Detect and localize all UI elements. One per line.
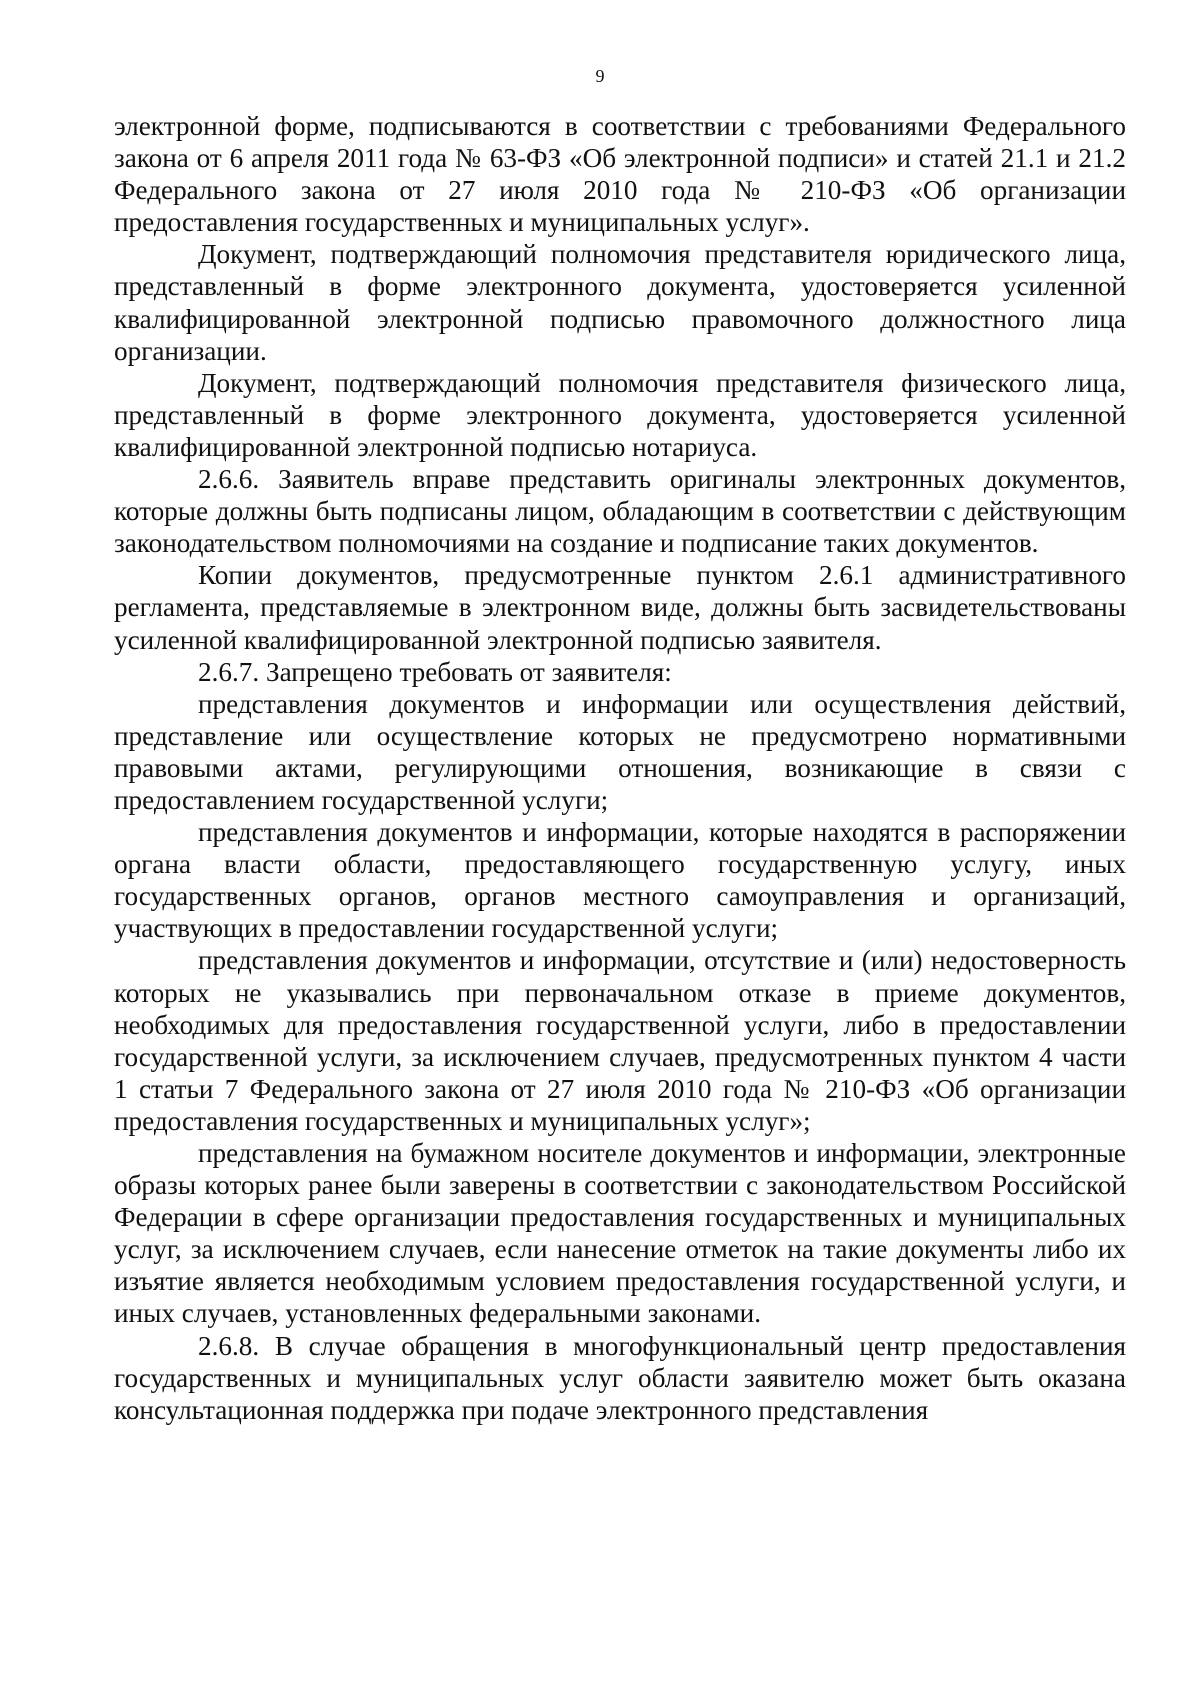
paragraph-continuation: электронной форме, подписываются в соответствии с требованиями Федерального закона от 6 апреля 2011 года № 63-ФЗ «Об электронной подписи» и статей 21.1 и 21.2 Федерального закона от 27 июля 2010 года № 210-ФЗ «Об организации предоставления государственных и муниципальных услуг». [114,111,1126,238]
list-item-paper-documents: представления на бумажном носителе документов и информации, электронные образы которых ранее были заверены в соответствии с законодательством Российской Федерации в сфере организации предоставления государственных и муниципальных услуг, за исключением случаев, если нанесение отметок на такие документы либо их изъятие является необходимым условием предоставления государственной услуги, и иных случаев, установленных федеральными законами. [114,1138,1126,1329]
paragraph-individual-power: Документ, подтверждающий полномочия представителя физического лица, представленный в форме электронного документа, удостоверяется усиленной квалифицированной электронной подписью нотариуса. [114,367,1126,462]
list-item-actions: представления документов и информации или осуществления действий, представление или осуществление которых не предусмотрено нормативными правовыми актами, регулирующими отношения, возникающие в связи с предоставлением государственной услуги; [114,688,1126,815]
list-item-missing-documents: представления документов и информации, отсутствие и (или) недостоверность которых не указывались при первоначальном отказе в приеме документов, необходимых для предоставления государственной услуги, либо в предоставлении государственной услуги, за исключением случаев, предусмотренных пунктом 4 части 1 статьи 7 Федерального закона от 27 июля 2010 года № 210-ФЗ «Об организации предоставления государственных и муниципальных услуг»; [114,945,1126,1136]
paragraph-2-6-7: 2.6.7. Запрещено требовать от заявителя: [198,656,672,687]
paragraph-legal-entity-power: Документ, подтверждающий полномочия представителя юридического лица, представленный в форме электронного документа, удостоверяется усиленной квалифицированной электронной подписью правомочного должностного лица организации. [114,239,1126,366]
paragraph-2-6-6: 2.6.6. Заявитель вправе представить оригиналы электронных документов, которые должны быть подписаны лицом, обладающим в соответствии с действующим законодательством полномочиями на создание и подписание таких документов. [114,464,1126,559]
paragraph-2-6-8: 2.6.8. В случае обращения в многофункциональный центр предоставления государственных и муниципальных услуг области заявителю может быть оказана консультационная поддержка при подаче электронного представления [114,1330,1126,1425]
page-number: 9 [595,66,605,86]
paragraph-document-copies: Копии документов, предусмотренные пунктом 2.6.1 административного регламента, представляемые в электронном виде, должны быть засвидетельствованы усиленной квалифицированной электронной подписью заявителя. [114,560,1126,655]
document-body [114,110,1126,1426]
list-item-documents-available: представления документов и информации, которые находятся в распоряжении органа власти области, предоставляющего государственную услугу, иных государственных органов, органов местного самоуправления и организаций, участвующих в предоставлении государственной услуги; [114,817,1126,944]
